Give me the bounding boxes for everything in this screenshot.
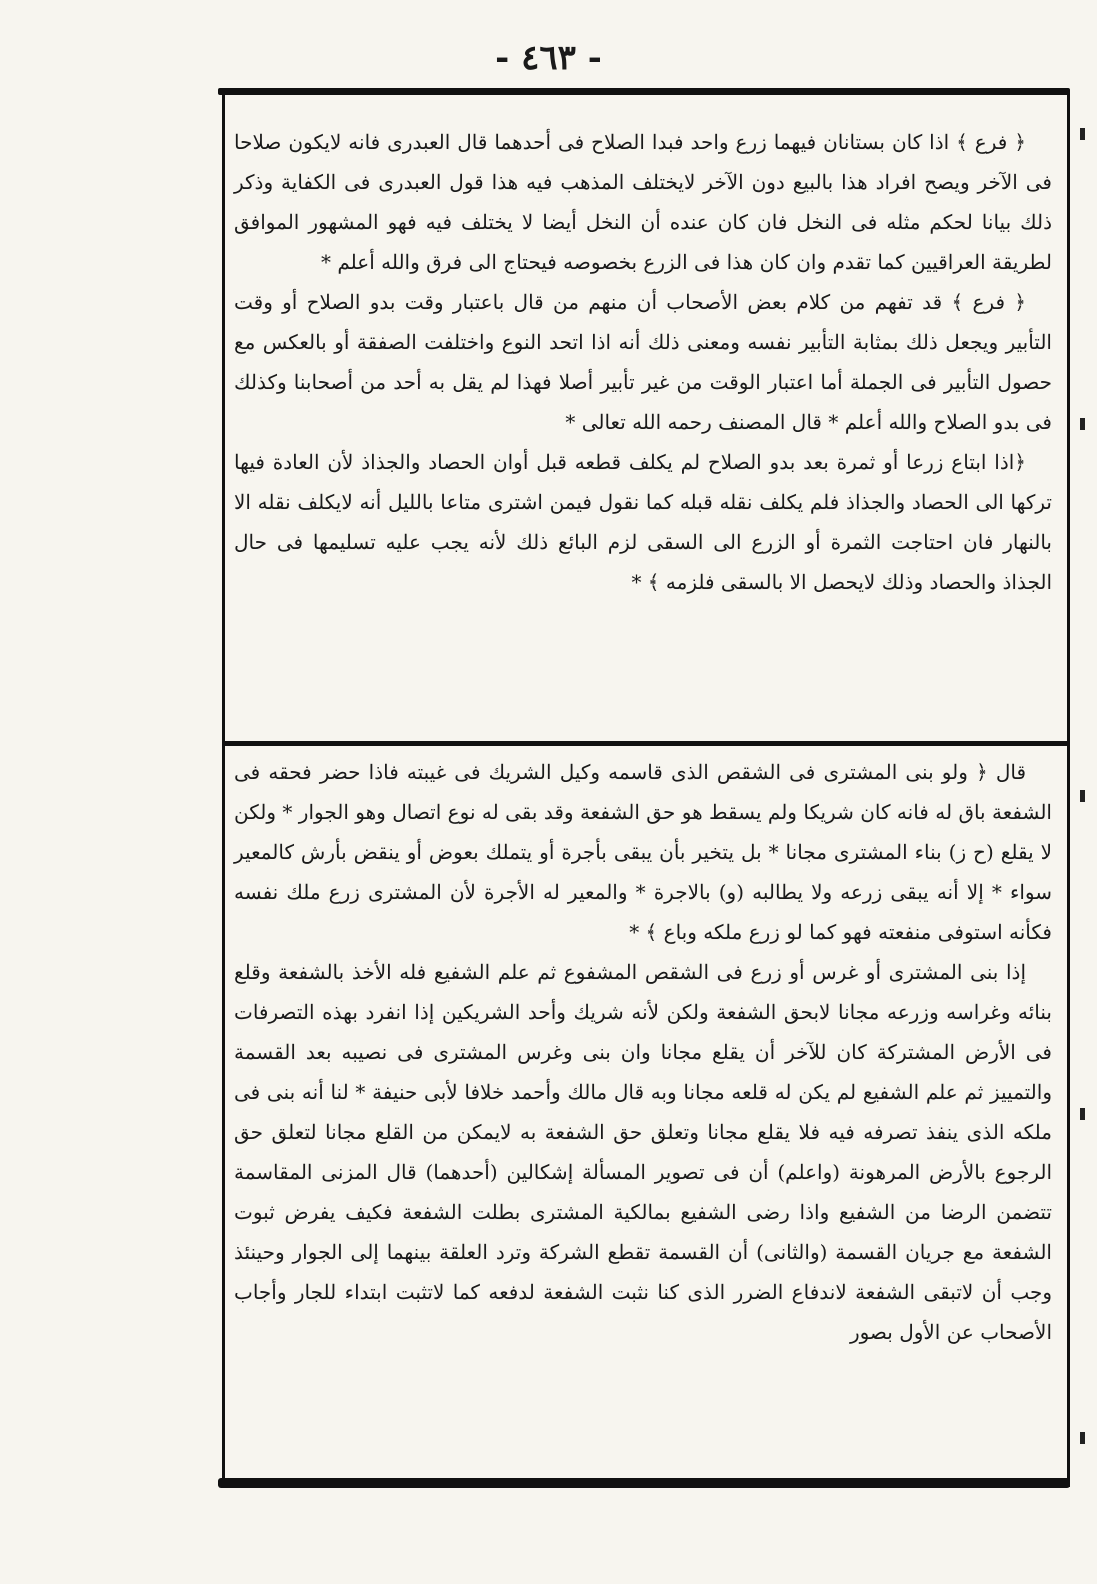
paragraph-far-2: ﴿ فرع ﴾ قد تفهم من كلام بعض الأصحاب أن منهم من قال باعتبار وقت بدو الصلاح أو وقت التأبير ويجعل ذلك بمثابة التأبير نفسه ومعنى ذلك أنه اذا اتحد النوع واختلفت الصفقة أو بالعكس مع حصول التأبير فى الجملة أما اعتبار الوقت من غير تأبير أصلا فهذا لم يقل به أحد من أصحابنا وكذلك فى بدو الصلاح والله أعلم * قال المصنف رحمه الله تعالى * (234, 290, 1052, 434)
section-commentary (234, 122, 1052, 602)
margin-mark (1080, 790, 1085, 802)
page-number: - ٤٦٣ - (495, 38, 602, 78)
margin-mark (1080, 418, 1085, 430)
paragraph-explanation: إذا بنى المشترى أو غرس أو زرع فى الشقص المشفوع ثم علم الشفيع فله الأخذ بالشفعة وقلع بنائه وغراسه وزرعه مجانا لابحق الشفعة ولكن لأنه شريك وأحد الشريكين إذا انفرد بهذه التصرفات فى الأرض المشتركة كان للآخر أن يقلع مجانا وان بنى وغرس المشترى فى نصيبه بعد القسمة والتمييز ثم علم الشفيع لم يكن له قلعه مجانا وبه قال مالك وأحمد خلافا لأبى حنيفة * لنا أنه بنى فى ملكه الذى ينفذ تصرفه فيه فلا يقلع مجانا وتعلق حق الشفعة به لايمكن من القلع مجانا لتعلق حق الرجوع بالأرض المرهونة (واعلم) أن فى تصوير المسألة إشكالين (أحدهما) قال المزنى المقاسمة تتضمن الرضا من الشفيع واذا رضى الشفيع بمالكية المشترى بطلت الشفعة فكيف يفرض ثبوت الشفعة مع جريان القسمة (والثانى) أن القسمة تقطع الشركة وترد العلقة بينهما إلى الجوار وحينئذ وجب أن لاتبقى الشفعة لاندفاع الضرر الذى كنا نثبت الشفعة لدفعه كما لاتثبت ابتداء للجار وأجاب الأصحاب عن الأول بصور (234, 960, 1052, 1344)
margin-mark (1080, 1432, 1085, 1444)
bottom-rule (218, 1478, 1070, 1488)
margin-mark (1080, 128, 1085, 140)
paragraph-far-1: ﴿ فرع ﴾ اذا كان بستانان فيهما زرع واحد فبدا الصلاح فى أحدهما قال العبدرى فانه لايكون صلاحا فى الآخر ويصح افراد هذا بالبيع دون الآخر لايختلف المذهب فيه هذا قول العبدرى فى الكفاية وذكر ذلك بيانا لحكم مثله فى النخل فان كان عنده أن النخل أيضا لا يختلف فيه فهو المشهور الموافق لطريقة العراقيين كما تقدم وان كان هذا فى الزرع بخصوصه فيحتاج الى فرق والله أعلم * (234, 130, 1053, 274)
section-sharh (234, 752, 1052, 1352)
paragraph-matn: ﴿اذا ابتاع زرعا أو ثمرة بعد بدو الصلاح لم يكلف قطعه قبل أوان الحصاد والجذاذ لأن العادة فيها تركها الى الحصاد والجذاذ فلم يكلف نقله قبله كما نقول فيمن اشترى متاعا بالليل أنه لايكلف نقله الا بالنهار فان احتاجت الثمرة أو الزرع الى السقى لزم البائع ذلك لأنه يجب عليه تسليمها فى حال الجذاذ والحصاد وذلك لايحصل الا بالسقى فلزمه ﴾ * (234, 450, 1052, 594)
top-rule (218, 88, 1070, 95)
paragraph-qala: قال ﴿ ولو بنى المشترى فى الشقص الذى قاسمه وكيل الشريك فى غيبته فاذا حضر فحقه فى الشفعة باق له فانه كان شريكا ولم يسقط هو حق الشفعة وقد بقى له نوع اتصال وهو الجوار * ولكن لا يقلع (ح ز) بناء المشترى مجانا * بل يتخير بأن يبقى بأجرة أو يتملك بعوض أو ينقض بأرش كالمعير سواء * إلا أنه يبقى زرعه ولا يطالبه (و) بالاجرة * والمعير له الأجرة لأن المشترى زرع ملك نفسه فكأنه استوفى منفعته فهو كما لو زرع ملكه وباع ﴾ * (234, 760, 1052, 944)
section-divider (222, 741, 1070, 746)
margin-mark (1080, 1108, 1085, 1120)
